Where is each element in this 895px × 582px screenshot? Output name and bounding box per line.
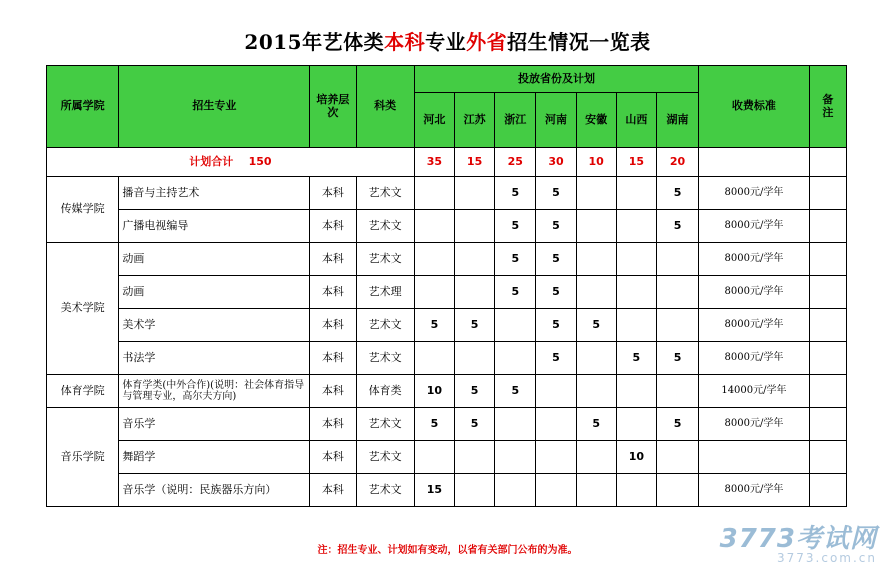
total-value: 25 [495,148,536,177]
plan-cell [536,375,576,408]
enrollment-table [46,65,847,507]
category-cell: 艺术理 [356,276,414,309]
total-remark-cell [809,148,846,177]
level-cell: 本科 [310,342,356,375]
plan-cell [454,474,494,507]
plan-cell [414,441,454,474]
plan-cell: 5 [536,210,576,243]
plan-cell: 5 [454,408,494,441]
header-province: 山西 [616,93,656,148]
table-row [47,408,847,441]
major-cell: 播音与主持艺术 [119,177,310,210]
plan-cell: 5 [495,210,536,243]
plan-cell [576,177,616,210]
plan-cell [616,309,656,342]
college-cell: 音乐学院 [47,408,119,507]
header-province: 浙江 [495,93,536,148]
table-row [47,177,847,210]
plan-cell [616,210,656,243]
total-value: 10 [576,148,616,177]
college-cell: 传媒学院 [47,177,119,243]
plan-cell [616,474,656,507]
total-value: 30 [536,148,576,177]
title-suffix: 招生情况一览表 [507,30,651,54]
level-cell: 本科 [310,309,356,342]
plan-cell [576,441,616,474]
page-title [0,26,895,55]
plan-cell: 5 [656,342,698,375]
level-cell: 本科 [310,441,356,474]
plan-cell [616,408,656,441]
title-highlight-outprovince: 外省 [466,30,508,54]
category-cell: 艺术文 [356,408,414,441]
plan-cell: 10 [616,441,656,474]
plan-cell [495,441,536,474]
remark-cell [809,375,846,408]
major-cell: 广播电视编导 [119,210,310,243]
plan-cell [576,276,616,309]
plan-cell [536,441,576,474]
table-row [47,276,847,309]
plan-cell [576,375,616,408]
total-value: 15 [616,148,656,177]
major-cell: 美术学 [119,309,310,342]
fee-cell: 8000元/学年 [699,210,810,243]
fee-cell: 8000元/学年 [699,177,810,210]
major-cell: 体育学类(中外合作)(说明：社会体育指导与管理专业，高尔夫方向) [119,375,310,408]
plan-cell: 5 [616,342,656,375]
plan-cell: 10 [414,375,454,408]
plan-cell [656,375,698,408]
plan-cell [414,276,454,309]
plan-cell: 15 [414,474,454,507]
remark-cell [809,243,846,276]
plan-cell [656,243,698,276]
plan-cell: 5 [454,375,494,408]
major-cell: 舞蹈学 [119,441,310,474]
plan-cell [495,342,536,375]
plan-cell [576,210,616,243]
major-cell: 书法学 [119,342,310,375]
table-row [47,210,847,243]
major-cell: 音乐学 [119,408,310,441]
plan-cell [616,375,656,408]
fee-cell: 14000元/学年 [699,375,810,408]
header-province: 河南 [536,93,576,148]
plan-cell [454,342,494,375]
plan-cell [656,474,698,507]
remark-cell [809,276,846,309]
plan-cell: 5 [656,177,698,210]
table-row [47,441,847,474]
category-cell: 体育类 [356,375,414,408]
fee-cell: 8000元/学年 [699,276,810,309]
plan-cell: 5 [495,177,536,210]
plan-cell [495,408,536,441]
level-cell: 本科 [310,474,356,507]
remark-cell [809,441,846,474]
plan-cell [616,243,656,276]
footnote: 注：招生专业、计划如有变动，以省有关部门公布的为准。 [317,545,578,556]
table-row [47,309,847,342]
plan-cell: 5 [536,177,576,210]
level-cell: 本科 [310,375,356,408]
plan-cell [576,474,616,507]
header-fee: 收费标准 [699,66,810,148]
plan-cell [454,276,494,309]
plan-cell [576,342,616,375]
remark-cell [809,309,846,342]
plan-cell: 5 [495,375,536,408]
plan-cell [536,408,576,441]
table-row [47,243,847,276]
total-fee-cell [699,148,810,177]
watermark-logo [720,518,877,565]
fee-cell: 8000元/学年 [699,309,810,342]
plan-cell: 5 [536,309,576,342]
plan-cell [656,309,698,342]
plan-cell [414,177,454,210]
plan-cell: 5 [495,276,536,309]
category-cell: 艺术文 [356,177,414,210]
plan-cell [414,210,454,243]
fee-cell: 8000元/学年 [699,408,810,441]
watermark-url: 3773.com.cn [777,551,877,565]
table-row [47,342,847,375]
plan-cell: 5 [536,276,576,309]
level-cell: 本科 [310,177,356,210]
plan-cell: 5 [414,408,454,441]
plan-cell [414,342,454,375]
plan-cell: 5 [414,309,454,342]
remark-cell [809,408,846,441]
level-cell: 本科 [310,276,356,309]
category-cell: 艺术文 [356,342,414,375]
header-major: 招生专业 [119,66,310,148]
header-remark: 备注 [809,66,846,148]
table-row [47,375,847,408]
title-highlight-undergrad: 本科 [384,30,426,54]
plan-cell [576,243,616,276]
level-cell: 本科 [310,210,356,243]
header-province: 安徽 [576,93,616,148]
title-prefix: 2015年艺体类 [244,30,385,54]
plan-cell: 5 [495,243,536,276]
category-cell: 艺术文 [356,309,414,342]
remark-cell [809,177,846,210]
remark-cell [809,474,846,507]
fee-cell: 8000元/学年 [699,474,810,507]
plan-cell [495,309,536,342]
plan-cell: 5 [576,309,616,342]
plan-cell [414,243,454,276]
plan-cell [616,177,656,210]
major-cell: 动画 [119,276,310,309]
total-label: 计划合计 150 [47,148,415,177]
category-cell: 艺术文 [356,210,414,243]
header-province: 河北 [414,93,454,148]
total-value: 35 [414,148,454,177]
fee-cell: 8000元/学年 [699,342,810,375]
plan-cell: 5 [536,342,576,375]
table-row [47,474,847,507]
fee-cell: 8000元/学年 [699,243,810,276]
plan-cell [656,441,698,474]
plan-cell: 5 [576,408,616,441]
header-province: 江苏 [454,93,494,148]
fee-cell [699,441,810,474]
header-college: 所属学院 [47,66,119,148]
plan-cell: 5 [454,309,494,342]
remark-cell [809,342,846,375]
plan-cell: 5 [656,210,698,243]
major-cell: 音乐学（说明：民族器乐方向） [119,474,310,507]
plan-cell: 5 [536,243,576,276]
total-value: 20 [656,148,698,177]
remark-cell [809,210,846,243]
plan-cell [454,177,494,210]
college-cell: 美术学院 [47,243,119,375]
total-value: 15 [454,148,494,177]
header-level: 培养层次 [310,66,356,148]
plan-cell [495,474,536,507]
watermark-text: 3773考试网 [719,524,877,554]
header-category: 科类 [356,66,414,148]
plan-cell: 5 [656,408,698,441]
category-cell: 艺术文 [356,441,414,474]
plan-cell [616,276,656,309]
plan-cell [454,243,494,276]
title-middle: 专业 [425,30,467,54]
category-cell: 艺术文 [356,474,414,507]
level-cell: 本科 [310,408,356,441]
level-cell: 本科 [310,243,356,276]
college-cell: 体育学院 [47,375,119,408]
plan-cell [454,441,494,474]
category-cell: 艺术文 [356,243,414,276]
header-provinces-group: 投放省份及计划 [414,66,698,93]
plan-cell [536,474,576,507]
header-province: 湖南 [656,93,698,148]
plan-cell [454,210,494,243]
plan-cell [656,276,698,309]
major-cell: 动画 [119,243,310,276]
